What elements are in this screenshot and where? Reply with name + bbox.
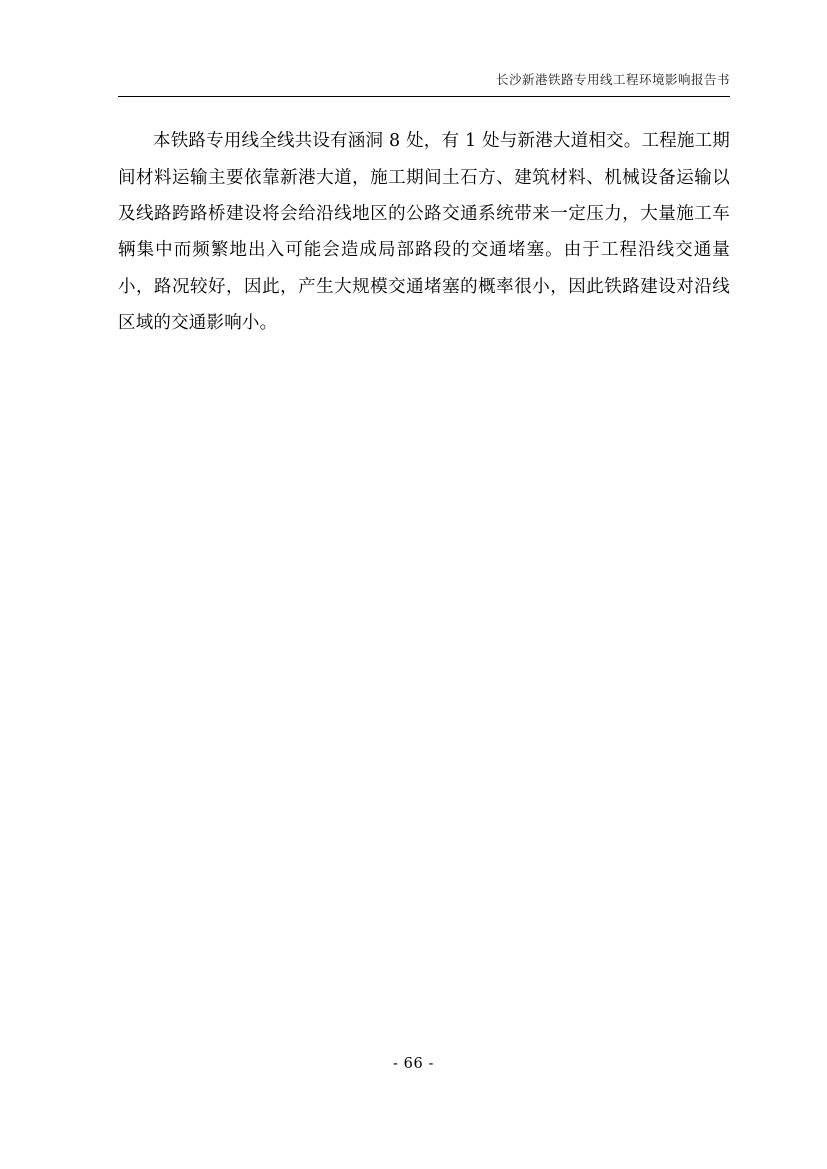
page-footer xyxy=(0,1056,827,1072)
page-header xyxy=(118,72,730,96)
page-content-area xyxy=(118,72,730,342)
body-paragraph: 本铁路专用线全线共设有涵洞 8 处，有 1 处与新港大道相交。工程施工期间材料运输主要依靠新港大道，施工期间土石方、建筑材料、机械设备运输以及线路跨路桥建设将会给沿线地区的公路交通系统带来一定压力，大量施工车辆集中而频繁地出入可能会造成局部路段的交通堵塞。由于工程沿线交通量小，路况较好，因此，产生大规模交通堵塞的概率很小，因此铁路建设对沿线区域的交通影响小。 xyxy=(118,131,730,334)
header-divider xyxy=(118,96,730,97)
document-body xyxy=(118,123,730,341)
page-number: - 66 - xyxy=(392,1056,435,1072)
header-running-title: 长沙新港铁路专用线工程环境影响报告书 xyxy=(495,72,730,87)
